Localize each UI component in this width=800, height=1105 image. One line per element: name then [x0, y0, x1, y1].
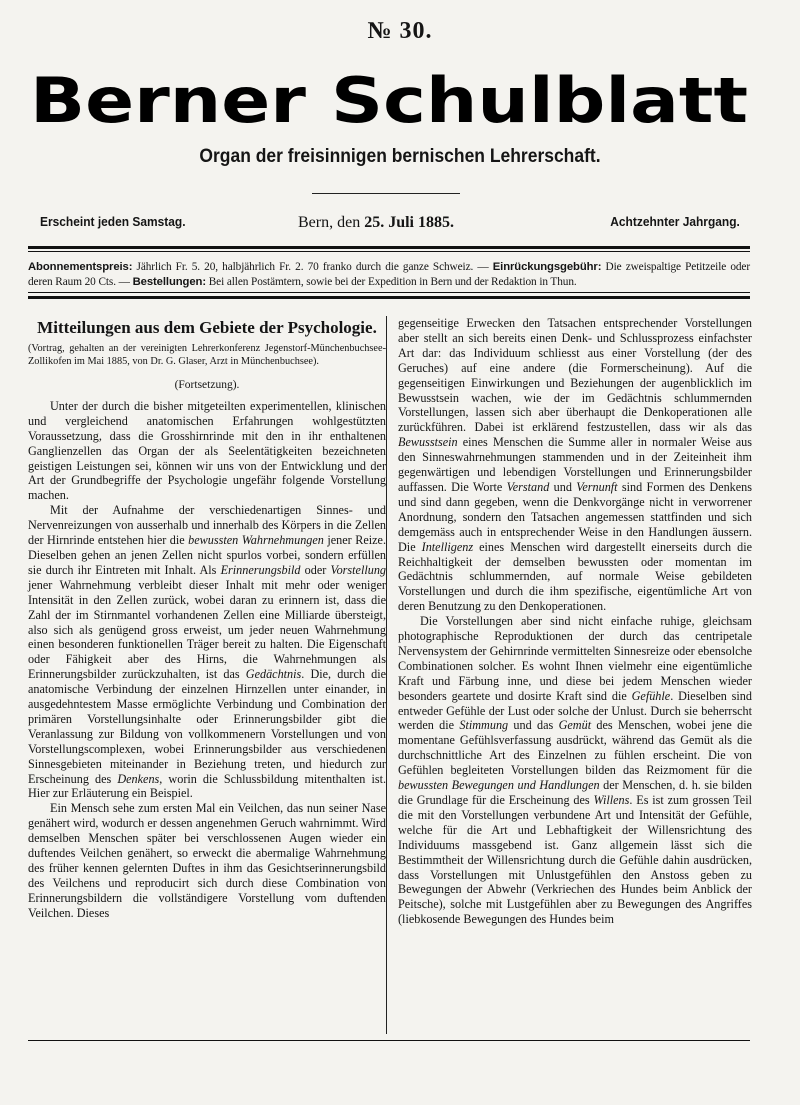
place-prefix: Bern, den: [298, 214, 365, 231]
short-divider: [312, 193, 460, 194]
subscription-rule-1: [28, 292, 750, 293]
header-rule-thin: [28, 251, 750, 252]
issue-number: № 30.: [367, 18, 433, 44]
order-label: Bestellungen:: [132, 276, 206, 288]
paragraph: Mit der Aufnahme der verschiedenartigen Sinnes- und Nervenreizungen von ausserhalb und innerhalb des Körpers in die Zellen der Hirnrinde entstehen hier die bewussten Wahrnehmungen jener Reize. Dieselben gehen an jenen Zellen nicht spurlos vorbei, sondern erfüllen sie durch ihr Eintreten mit Inhalt. Als Erinnerungsbild oder Vorstellung jener Wahrnehmung verbleibt dieser Inhalt mit mehr oder weniger Intensität in den Zellen zurück, wobei daran zu erinnern ist, dass die Zahl der im Stirnmantel vorhandenen Zellen eine Milliarde übersteigt, also sich als genügend gross erweist, um jeder neuen Wahrnehmung einen besonderen funktionellen Träger bereit zu halten. Die Eigenschaft oder Fähigkeit aber des Hirns, die Wahrnehmungen als Erinnerungsbilder zurückzuhalten, ist das Gedächtnis. Die, durch die anatomische Verbindung der einzelnen Hirnzellen unter einander, in ausgedehntestem Masse ermöglichte Verbindung und Combination der primären Vorstellungsinhalte oder Erinnerungsbilder gibt die Veranlassung zur Bildung von vollkommenern Vorstellungen und von Vorstellungscomplexen, wobei Erinnerungsbilder aus verschiedenen Sinnesgebieten miteinander in Beziehung treten, und hiedurch zur Erscheinung des Denkens, worin die Schlussbildung mitenthalten ist. Hier zur Erläuterung ein Beispiel.: [28, 503, 387, 801]
article-note: (Vortrag, gehalten an der vereinigten Lehrerkonferenz Jegenstorf-Münchenbuchsee-Zollikofen im Mai 1885, von Dr. G. Glaser, Arzt in Münchenbuchsee).: [28, 343, 386, 367]
order-text: Bei allen Postämtern, sowie bei der Expedition in Bern und der Redaktion in Thun.: [206, 276, 577, 288]
continuation-label: (Fortsetzung).: [174, 379, 240, 391]
subscription-info: [28, 260, 750, 290]
publication-frequency: Erscheint jeden Samstag.: [40, 214, 186, 229]
subtitle: Organ der freisinnigen bernischen Lehrerschaft.: [199, 146, 601, 167]
price-label: Abonnementspreis:: [28, 261, 133, 273]
column-left: [28, 316, 386, 921]
fee-label: Einrückungsgebühr:: [492, 261, 602, 273]
paragraph: Ein Mensch sehe zum ersten Mal ein Veilchen, das nun seiner Nase genähert wird, wodurch er dessen angenehmen Geruch wahrnimmt. Wird demselben Menschen später bei verschlossenen Augen wieder ein duftendes Veilchen genähert, so erweckt die abermalige Wahrnehmung des früher kennen gelernten Duftes in ihm das Gesichtserinnerungsbild des Veilchens und reproducirt sich durch diese Combination von Erinnerungsbildern die vollständigere Vorstellung vom duftenden Veilchen. Dieses: [28, 801, 386, 920]
price-text: Jährlich Fr. 5. 20, halbjährlich Fr. 2. 70 franko durch die ganze Schweiz. —: [132, 261, 493, 273]
masthead-text: Berner Schulblatt: [30, 70, 748, 132]
article-title: Mitteilungen aus dem Gebiete der Psychologie.: [37, 318, 377, 337]
footer-rule: [28, 1040, 750, 1041]
paragraph: Unter der durch die bisher mitgeteilten experimentellen, klinischen und vergleichend anatomischen Erfahrungen wohlgestützten Voraussetzung, dass die Grosshirnrinde mit den in ihr enthaltenen Ganglienzellen das Organ der als Seelentätigkeiten bezeichneten geistigen Leistungen sei, können wir uns von der Entwicklung und der Art der Grundbegriffe der Psychologie ungefähr folgende Vorstellung machen.: [28, 398, 386, 503]
paragraph: gegenseitige Erwecken den Tatsachen entsprechender Vorstellungen aber stellt an sich bereits einen Denk- und Schlussprozess einfachster Art dar: das Individuum schliesst aus einer Vorstellung (der des Geruches) auf eine andere (die Formerscheinung). Auf die gegenseitigen Einwirkungen und Beziehungen der augenblicklich im Bewusstsein wachen, wie der im Gedächtnis schlummernden Vorstellungen, lassen sich aber überhaupt die Denkoperationen alle zurückführen. Dabei ist erklärend festzustellen, dass wir als das Bewusstsein eines Menschen die Summe aller in normaler Weise aus den Sinneswahrnehmungen stammenden und in der Zeiteinheit ihm gegenwärtigen und lebendigen Vorstellungen und Erinnerungsbilder auffassen. Die Worte Verstand und Vernunft sind Formen des Denkens und sind dann gegeben, wenn die Denkvorgänge nicht in verworrener Anordnung, sondern den Tatsachen angemessen stattfinden und sich demgemäss auch in entsprechender Weise in den Handlungen äussern. Die Intelligenz eines Menschen wird dargestellt einerseits durch die Reichhaltigkeit der demselben bewussten oder momentan im Gedächtnis schlummernden, auf normale Weise gebildeten Vorstellungen und durch die ihm spezifische, eigentümliche Art von deren Benutzung zu den Denkoperationen.: [398, 316, 752, 614]
volume-year: Achtzehnter Jahrgang.: [610, 214, 740, 229]
column-right: [398, 316, 752, 927]
masthead-title: [28, 70, 750, 132]
place-date: [298, 214, 454, 232]
header-rule-thick: [28, 246, 750, 249]
info-line: [40, 214, 740, 238]
subscription-rule-2: [28, 296, 750, 299]
paragraph: Die Vorstellungen aber sind nicht einfache ruhige, gleichsam photographische Reproduktionen der durch das centripetale Nervensystem der Gehirnrinde vermittelten Sinnesreize oder ebensolche Combinationen solcher. Es wohnt Ihnen vielmehr eine eigentümliche Kraft und Färbung inne, und diese bei jedem Menschen wieder besonders geartete und dosirte Kraft sind die Gefühle. Dieselben sind entweder Gefühle der Lust oder solche der Unlust. Durch sie beherrscht werden die Stimmung und das Gemüt des Menschen, wobei jene die momentane Gefühlsverfassung ausdrückt, während das Gemüt als die durchschnittliche Art des Einzelnen zu fühlen erscheint. Die von Gefühlen begleiteten Vorstellungen bilden das Reizmoment für die bewussten Bewegungen und Handlungen der Menschen, d. h. sie bilden die Grundlage für die Erscheinung des Willens. Es ist zum grossen Teil die mit den Vorstellungen verbundene Art und Intensität der Gefühle, welche für die Art und Lebhaftigkeit der Willensrichtung des Individuums massgebend ist. Ganz allgemein lässt sich die Bestimmtheit der Willensrichtung durch die Gefühle dahin ausdrücken, dass Vorstellungen mit Unlustgefühlen den Anstoss geben zu Bewegungen der Abwehr (Verkriechen des Hundes beim Anblick der Peitsche), solche mit Lustgefühlen aber zu Bewegungen des Angriffes (liebkosende Bewegungen des Hundes beim: [398, 614, 752, 927]
fee-text: Die zweispaltige Petitzeile oder deren Raum 20 Cts. —: [28, 261, 750, 288]
issue-date: 25. Juli 1885.: [364, 214, 454, 231]
column-divider: [386, 316, 387, 1034]
